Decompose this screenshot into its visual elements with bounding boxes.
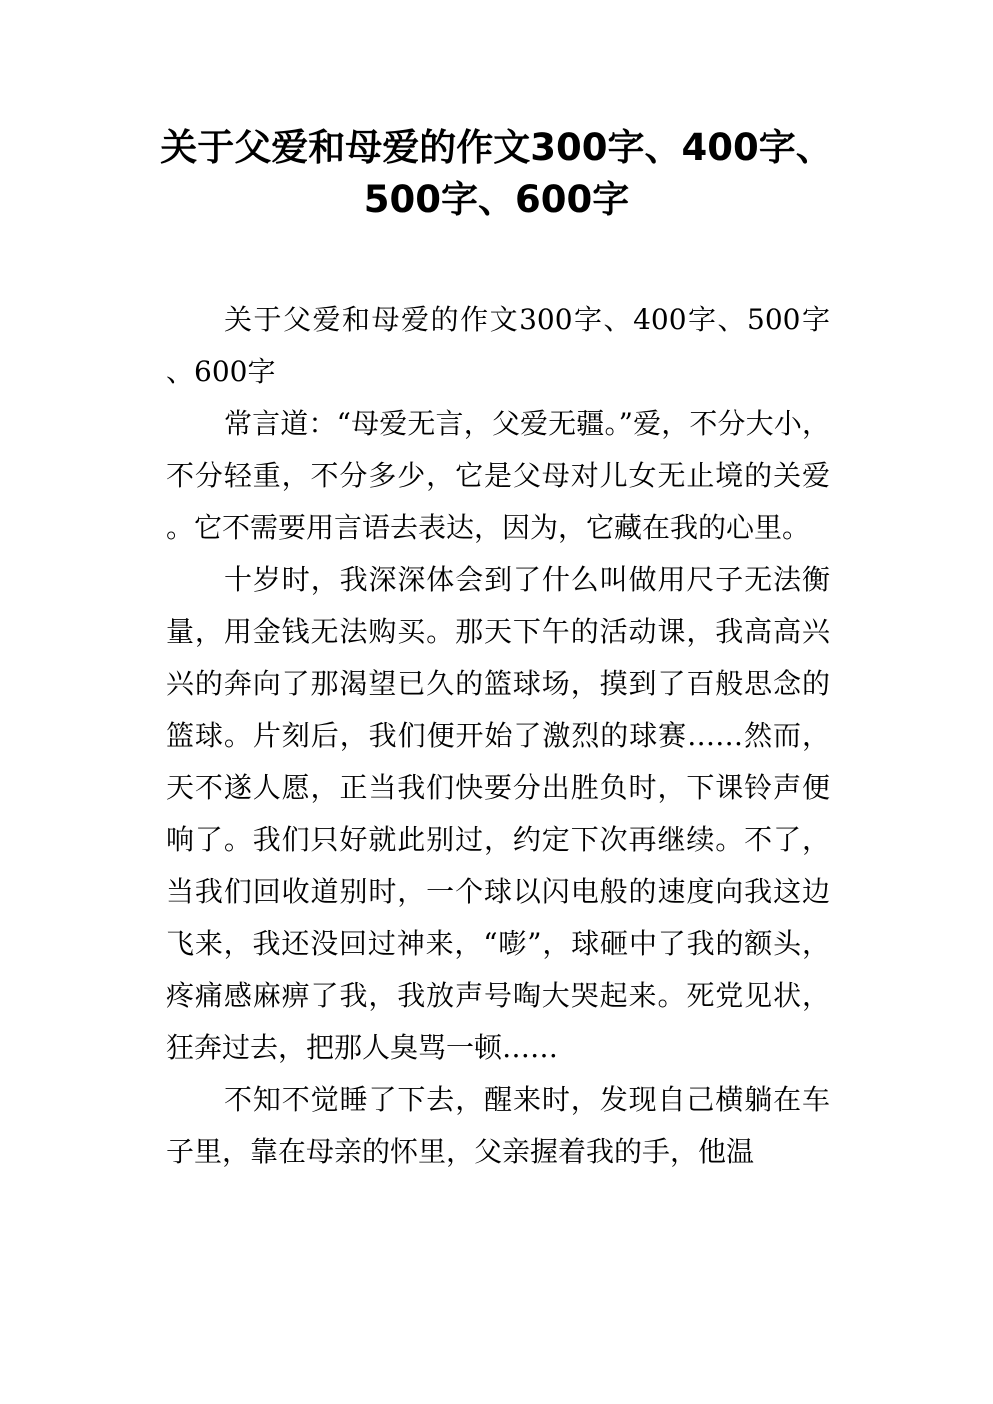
paragraph: 常言道：“母爱无言，父爱无疆。”爱，不分大小，不分轻重，不分多少，它是父母对儿女无止境的关爱。它不需要用言语去表达，因为，它藏在我的心里。: [166, 407, 830, 544]
document-body: [166, 294, 830, 1178]
paragraph: 不知不觉睡了下去，醒来时，发现自己横躺在车子里，靠在母亲的怀里，父亲握着我的手，他温: [166, 1083, 830, 1168]
document-title: 关于父爱和母爱的作文300字、400字、500字、600字: [160, 126, 833, 221]
paragraph: 十岁时，我深深体会到了什么叫做用尺子无法衡量，用金钱无法购买。那天下午的活动课，我高高兴兴的奔向了那渴望已久的篮球场，摸到了百般思念的篮球。片刻后，我们便开始了激烈的球赛……然而，天不遂人愿，正当我们快要分出胜负时，下课铃声便响了。我们只好就此别过，约定下次再继续。不了，当我们回收道别时，一个球以闪电般的速度向我这边飞来，我还没回过神来，“嘭”，球砸中了我的额头，疼痛感麻痹了我，我放声号啕大哭起来。死党见状，狂奔过去，把那人臭骂一顿……: [166, 563, 830, 1064]
paragraph: 关于父爱和母爱的作文300字、400字、500字、600字: [166, 303, 830, 388]
